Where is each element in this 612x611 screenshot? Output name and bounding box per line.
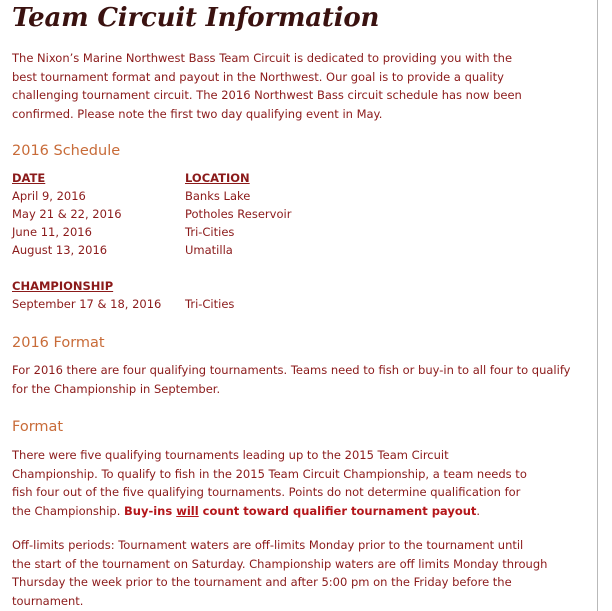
event-date: June 11, 2016	[12, 225, 92, 239]
format-line: Championship. To qualify to fish in the 2015 Team Circuit Championship, a team needs to	[12, 466, 527, 481]
format-line: There were five qualifying tournaments leading up to the 2015 Team Circuit	[12, 448, 449, 462]
event-date: May 21 & 22, 2016	[12, 207, 122, 221]
championship-location: Tri-Cities	[185, 297, 235, 311]
intro-line: confirmed. Please note the first two day qualifying event in May.	[12, 106, 383, 121]
location-column-header: LOCATION	[185, 171, 250, 185]
schedule-heading: 2016 Schedule	[12, 143, 121, 159]
off-limits-line: tournament.	[12, 593, 84, 608]
championship-date: September 17 & 18, 2016	[12, 297, 162, 311]
schedule-header-row	[12, 169, 312, 187]
intro-line: The Nixon’s Marine Northwest Bass Team Circuit is dedicated to providing you with the	[12, 51, 513, 65]
event-location: Banks Lake	[185, 189, 251, 203]
schedule-table	[12, 169, 312, 313]
intro-line: challenging tournament circuit. The 2016 Northwest Bass circuit schedule has now been	[12, 88, 522, 102]
format-line: fish four out of the five qualifying tournaments. Points do not determine qualification for	[12, 485, 521, 499]
buyins-text-b: count toward qualifier tournament payout	[198, 503, 477, 518]
schedule-spacer	[12, 259, 312, 277]
event-date: August 13, 2016	[12, 243, 108, 257]
championship-row	[12, 295, 312, 313]
format-2016-heading: 2016 Format	[12, 335, 105, 351]
format-2016-line: for the Championship in September.	[12, 381, 221, 396]
format-line-suffix: .	[476, 503, 481, 518]
format-2016-paragraph	[12, 361, 570, 398]
schedule-row	[12, 241, 312, 259]
off-limits-line: Thursday the week prior to the tournament and after 5:00 pm on the Friday before the	[12, 575, 512, 589]
championship-label: CHAMPIONSHIP	[12, 279, 114, 293]
event-location: Potholes Reservoir	[185, 207, 292, 221]
intro-paragraph	[12, 49, 522, 123]
off-limits-line: Off-limits periods: Tournament waters are off-limits Monday prior to the tournament until	[12, 538, 524, 552]
buyins-note	[124, 504, 476, 518]
event-location: Tri-Cities	[185, 225, 235, 239]
schedule-row	[12, 205, 312, 223]
format-line-last	[12, 502, 527, 521]
championship-header-row	[12, 277, 312, 295]
schedule-row	[12, 187, 312, 205]
format-line-prefix: the Championship.	[12, 503, 125, 518]
intro-line: best tournament format and payout in the Northwest. Our goal is to provide a quality	[12, 69, 504, 84]
page-title: Team Circuit Information	[12, 3, 380, 33]
event-location: Umatilla	[185, 243, 233, 257]
buyins-text-a: Buy-ins	[124, 503, 177, 518]
format-paragraph	[12, 446, 527, 520]
buyins-will-emphasis: will	[176, 503, 199, 518]
date-column-header: DATE	[12, 171, 46, 185]
event-date: April 9, 2016	[12, 189, 86, 203]
format-heading: Format	[12, 419, 64, 435]
off-limits-paragraph	[12, 536, 547, 610]
format-2016-line: For 2016 there are four qualifying tournaments. Teams need to fish or buy-in to all four to qualify	[12, 363, 571, 377]
schedule-row	[12, 223, 312, 241]
off-limits-line: the start of the tournament on Saturday. Championship waters are off limits Monday through	[12, 556, 548, 571]
